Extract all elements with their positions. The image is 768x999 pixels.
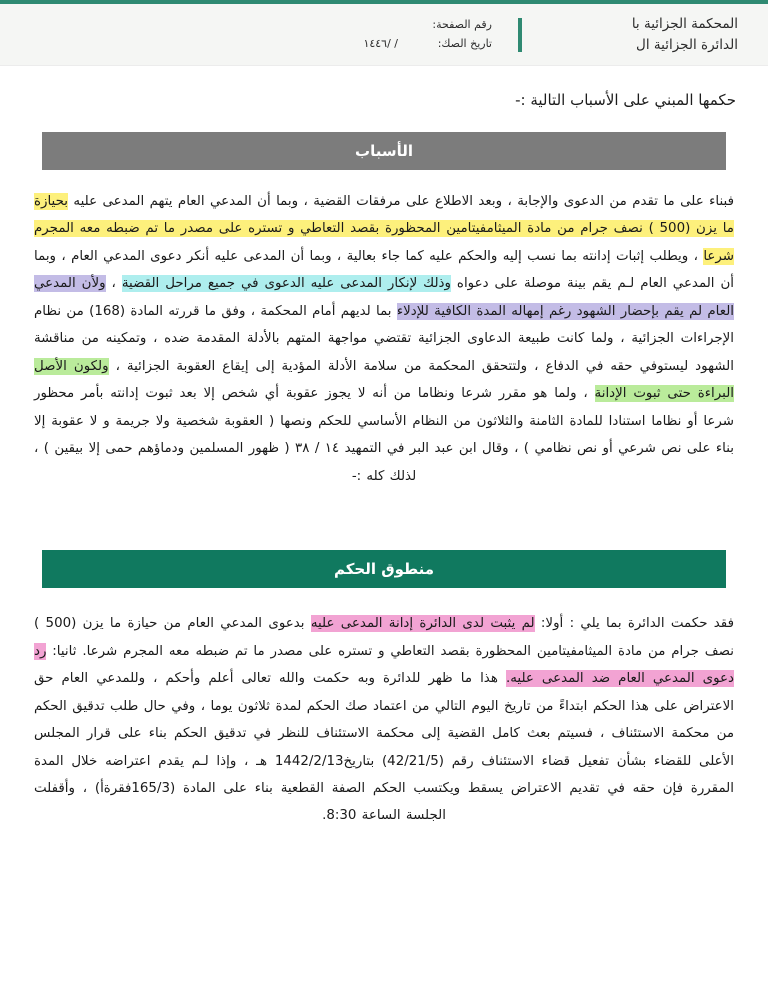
deed-date-row: [363, 35, 492, 54]
document-header: [0, 4, 768, 66]
highlight-denial-of-claim: وذلك لإنكار المدعى عليه الدعوى في جميع مراحل القضية: [121, 276, 451, 292]
section-spacer: [32, 500, 736, 544]
highlight-claim-dismissed: رد دعوى المدعي العام ضد المدعى عليه.: [34, 643, 734, 687]
highlight-witness-absence: ولأن المدعي العام لم يقم بإحضار الشهود رغم إمهاله المدة الكافية للإدلاء: [34, 276, 735, 319]
ruling-text-b: بدعوى المدعي العام من حيازة ما يزن (500 ) نصف جرام من مادة الميثامفيتامين المحظورة بقصد التعاطي و تستره على مصدر ما تم ضبطه معه المجرم شرعا. ثانيا:: [34, 616, 734, 659]
page-number-label: رقم الصفحة:: [432, 17, 492, 31]
section-banner-ruling-label: منطوق الحكم: [333, 560, 435, 579]
page-number-row: [363, 16, 492, 35]
court-identity: [548, 14, 744, 56]
ruling-paragraph: [32, 606, 736, 830]
section-banner-reasons: [42, 132, 726, 170]
deed-date-value: / /١٤٤٦: [363, 36, 398, 50]
reasons-text-c: ،: [105, 276, 122, 292]
ruling-text-c: هذا ما ظهر للدائرة وبه حكمت والله تعالى أعلم وأحكم ، وللمدعي العام حق الاعتراض على هذا الحكم ابتداءً من تاريخ اليوم التالي من اعتماد صك الحكم لمدة ثلاثون يوما ، وفي حال طلب تدقيق الحكم من محكمة الاستئناف ، فسيتم بعث كامل القضية إلى محكمة الاستئناف للنظر في تدقيق الحكم بناء على قرار المجلس الأعلى للقضاء بشأن تفعيل قضاء الاستئناف رقم (42/21/5) بتاريخ1442/2/13 هـ ، وإذا لـم يقدم اعتراضه خلال المدة المقررة فإن حقه في تقديم الاعتراض يسقط ويكتسب الحكم الصفة القطعية بناء على المادة (165/3فقرةأ) ، وأقفلت الجلسة الساعة 8:30.: [34, 671, 734, 824]
lead-sentence: حكمها المبني على الأسباب التالية :-: [515, 91, 736, 109]
ruling-text-a: فقد حكمت الدائرة بما يلي : أولا:: [534, 616, 734, 632]
court-name-line-1: المحكمة الجزائية با: [631, 15, 738, 32]
highlight-not-proven-guilty: لم يثبت لدى الدائرة إدانة المدعى عليه: [310, 616, 535, 632]
highlight-presumption-of-innocence: ولكون الأصل البراءة حتى ثبوت الإدانة: [34, 358, 735, 402]
deed-date-label: تاريخ الصك:: [437, 36, 492, 50]
highlight-charge-description: بحيازة ما يزن (500 ) نصف جرام من مادة الميثامفيتامين المحظورة بقصد التعاطي و تستره على مصدر ما تم ضبطه معه المجرم شرعا: [34, 194, 734, 264]
court-chamber-line-2: الدائرة الجزائية ال: [636, 36, 738, 53]
header-vertical-divider: [518, 18, 522, 52]
section-banner-ruling: [42, 550, 726, 588]
reasons-text-a: فبناء على ما تقدم من الدعوى والإجابة ، وبعد الاطلاع على مرفقات القضية ، وبما أن المدعي العام يتهم المدعى عليه: [67, 194, 734, 209]
reasons-text-e: ، ولما هو مقرر شرعا ونظاما من أنه لا يجوز عقوبة أي شخص إلا بعد ثبوت إدانته بأمر محظور شرعا أو نظاما استنادا للمادة الثامنة والثلاثون من النظام الأساسي للحكم ونصها ( العقوبة شخصية ولا جريمة و لا عقوبة إلا بناء على نص شرعي أو نص نظامي ) ، وقال ابن عبد البر في التمهيد ١٤ / ٣٨ ( ظهور المسلمين ودماؤهم حمى إلا بيقين ) ، لذلك كله :-: [34, 386, 734, 484]
document-page: [0, 66, 768, 830]
section-banner-reasons-label: الأسباب: [355, 142, 413, 160]
document-meta: [363, 16, 492, 53]
reasons-text-b: ، ويطلب إثبات إدانته بما نسب إليه والحكم عليه كما جاء بعالية ، وبما أن المدعى عليه أنكر دعوى المدعي العام ، وبما أن المدعي العام لـم يقم بينة موصلة على دعواه: [34, 248, 735, 292]
reasons-text-d: بما لديهم أمام المحكمة ، وفق ما قررته المادة (168) من نظام الإجراءات الجزائية ، ولما كانت طبيعة الدعاوى الجزائية تقتضي مواجهة المتهم بالأدلة المقدمة ضده ، وتمكينه من مناقشة الشهود ليستوفي حقه في الدفاع ، ولتتحقق المحكمة من سلامة الأدلة المؤدية إلى إيقاع العقوبة الجزائية ،: [34, 303, 734, 374]
reasons-paragraph: [32, 188, 736, 500]
